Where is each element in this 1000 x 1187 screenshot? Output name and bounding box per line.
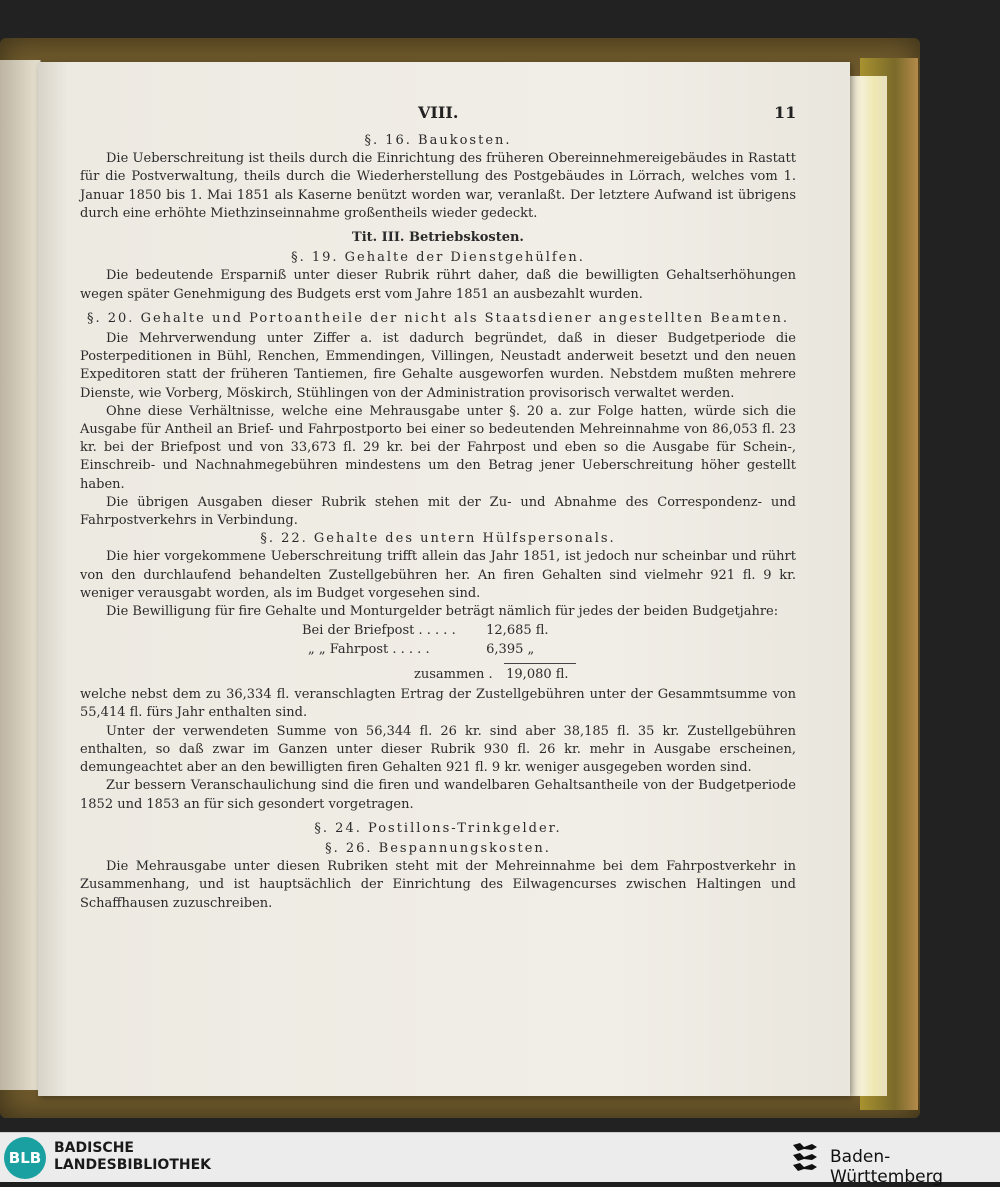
blb-line2: LANDESBIBLIOTHEK	[54, 1157, 212, 1173]
paragraph: Unter der verwendeten Summe von 56,344 fl. 26 kr. sind aber 38,185 fl. 35 kr. Zustellgebühren enthalten, so daß zwar im Ganzen unter dieser Rubrik 930 fl. 26 kr. mehr in Ausgabe erscheinen, demungeachtet aber an den bewilligten firen Gehalten 921 fl. 9 kr. weniger ausgegeben worden sind.	[80, 723, 796, 776]
paragraph: Die übrigen Ausgaben dieser Rubrik stehen mit der Zu- und Abnahme des Correspondenz- und Fahrpostverkehrs in Verbindung.	[80, 494, 796, 529]
blb-logo[interactable]: BLB	[4, 1137, 46, 1179]
paragraph: Die Mehrausgabe unter diesen Rubriken steht mit der Mehreinnahme bei dem Fahrpostverkehr in Zusammenhang, und ist hauptsächlich der Einrichtung des Eilwagencurses zwischen Haltingen und Schaffhausen zuzuschreiben.	[80, 859, 796, 911]
table-row	[302, 622, 796, 641]
coat-of-arms-icon	[790, 1141, 820, 1175]
total-label: zusammen .	[414, 667, 493, 683]
section-heading: §. 24. Postillons-Trinkgelder.	[314, 820, 562, 836]
page-stack-edge	[845, 76, 887, 1096]
roman-header: VIII.	[418, 103, 459, 122]
section-heading: §. 20. Gehalte und Portoantheile der nicht als Staatsdiener angestellten Beamten.	[87, 310, 789, 326]
blb-name[interactable]	[54, 1140, 211, 1174]
bw-name[interactable]: Baden-Württemberg	[830, 1147, 944, 1187]
total-value: 19,080 fl.	[506, 667, 569, 683]
section-heading: §. 16. Baukosten.	[364, 133, 512, 148]
paragraph: Die Bewilligung für fire Gehalte und Monturgelder beträgt nämlich für jedes der beiden Budgetjahre:	[106, 604, 779, 620]
blb-line1: BADISCHE	[54, 1140, 134, 1156]
paragraph: Zur bessern Veranschaulichung sind die firen und wandelbaren Gehaltsantheile von der Budgetperiode 1852 und 1853 an für sich gesondert vorgetragen.	[80, 778, 796, 812]
page-text	[80, 132, 796, 913]
left-page-edge	[0, 60, 41, 1090]
sum-rule	[504, 663, 576, 664]
page-number: 11	[774, 103, 797, 122]
section-heading: §. 19. Gehalte der Dienstgehülfen.	[291, 250, 585, 266]
salary-table	[302, 622, 796, 660]
row-value: 6,395 „	[486, 642, 535, 658]
paragraph: Die Mehrverwendung unter Ziffer a. ist dadurch begründet, daß in dieser Budgetperiode die Posterpeditionen in Bühl, Renchen, Emmendingen, Villingen, Neustadt anderweit besetzt und den neuen Expeditoren statt der früheren Tantiemen, fire Gehalte ausgeworfen wurden. Nebstdem mußten mehrere Dienste, wie Vorberg, Möskirch, Stühlingen von der Administration provisorisch verwaltet werden.	[80, 331, 796, 401]
paragraph: welche nebst dem zu 36,334 fl. veranschlagten Ertrag der Zustellgebühren unter der Gesammtsumme von 55,414 fl. fürs Jahr enthalten sind.	[80, 687, 796, 721]
table-row	[302, 641, 796, 660]
paragraph: Die hier vorgekommene Ueberschreitung trifft allein das Jahr 1851, ist jedoch nur scheinbar und rührt von den durchlaufend behandelten Zustellgebühren her. An firen Gehalten sind vielmehr 921 fl. 9 kr. weniger verausgabt worden, als im Budget vorgesehen sind.	[80, 549, 796, 601]
footer-bar	[0, 1132, 1000, 1187]
section-heading: §. 22. Gehalte des untern Hülfspersonals.	[260, 531, 616, 547]
paragraph: Die Ueberschreitung ist theils durch die Einrichtung des früheren Obereinnehmereigebäudes in Rastatt für die Postverwaltung, theils durch die Wiederherstellung des Postgebäudes in Lörrach, welches vom 1. Januar 1850 bis 1. Mai 1851 als Kaserne benützt worden war, veranlaßt. Der letztere Aufwand ist übrigens durch eine erhöhte Miethzinseinnahme großentheils wieder gedeckt.	[80, 151, 796, 221]
row-label: Bei der Briefpost . . . . .	[302, 623, 456, 639]
paragraph: Ohne diese Verhältnisse, welche eine Mehrausgabe unter §. 20 a. zur Folge hatten, würde sich die Ausgabe für Antheil an Brief- und Fahrpostporto bei einer so bedeutenden Mehreinnahme von 86,053 fl. 23 kr. bei der Briefpost und von 33,673 fl. 29 kr. bei der Fahrpost und eben so die Ausgabe für Schein-, Einschreib- und Nachnahmegebühren mindestens um den Betrag jener Ueberschreitung höher gestellt haben.	[80, 403, 796, 492]
row-value: 12,685 fl.	[486, 623, 549, 639]
title-heading: Tit. III. Betriebskosten.	[352, 230, 524, 246]
row-label: „ „ Fahrpost . . . . .	[308, 642, 430, 658]
paragraph: Die bedeutende Ersparniß unter dieser Rubrik rührt daher, daß die bewilligten Gehaltserhöhungen wegen später Genehmigung des Budgets erst vom Jahre 1851 an ausbezahlt wurden.	[80, 268, 796, 302]
section-heading: §. 26. Bespannungskosten.	[325, 840, 551, 856]
table-total-row	[414, 666, 796, 686]
